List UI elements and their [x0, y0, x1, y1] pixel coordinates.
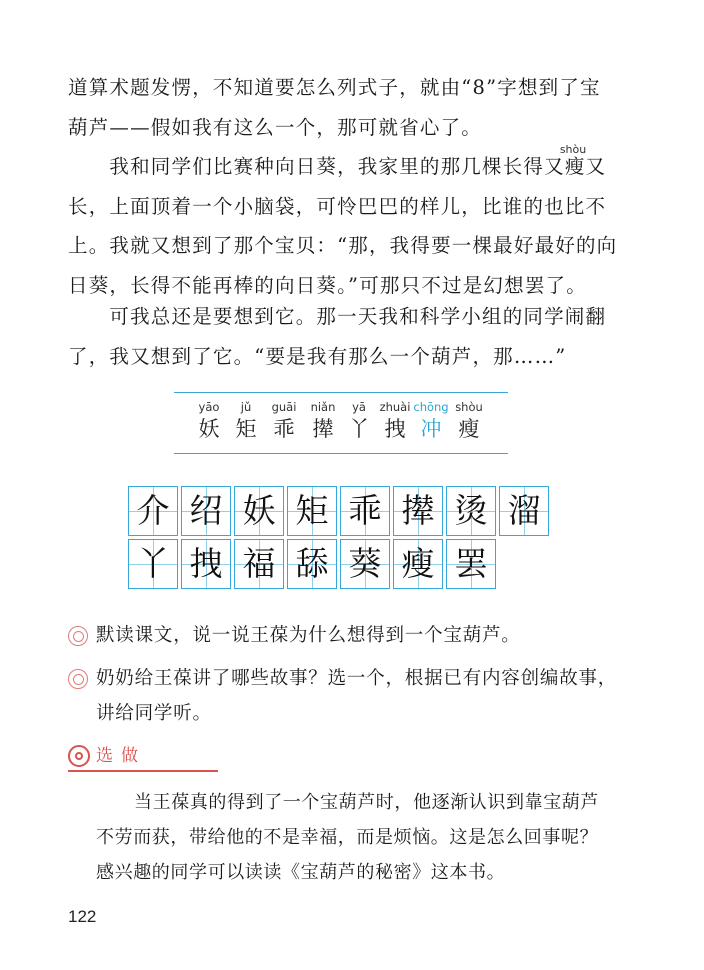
exercise-text: 默读课文，说一说王葆为什么想得到一个宝葫芦。	[96, 625, 521, 646]
grid-cell: 矩	[287, 486, 337, 536]
text-segment: 又	[585, 155, 607, 178]
vocab-char: 乖	[273, 417, 295, 441]
grid-cell: 丫	[128, 539, 178, 589]
grid-cell: 葵	[340, 539, 390, 589]
text-line	[68, 143, 628, 187]
optional-underline	[68, 770, 218, 772]
vocab-item	[231, 399, 261, 443]
text-segment: 我和同学们比赛种向日葵，我家里的那几棵长得又	[68, 155, 565, 178]
vocab-pinyin: guāi	[271, 400, 297, 414]
exercise-bullet-icon	[68, 626, 88, 646]
text-line: 上。我就又想到了那个宝贝：“那，我得要一棵最好最好的向	[68, 234, 618, 257]
vocabulary-box	[174, 392, 508, 454]
vocab-pinyin: yāo	[198, 400, 220, 414]
vocab-pinyin: niǎn	[310, 400, 336, 414]
vocab-char: 冲	[420, 417, 442, 441]
vocab-pinyin: chōng	[413, 400, 449, 414]
vocab-char: 瘦	[458, 417, 480, 441]
paragraph-1	[68, 68, 628, 147]
text-line: 长，上面顶着一个小脑袋，可怜巴巴的样儿，比谁的也比不	[68, 194, 607, 218]
grid-cell: 介	[128, 486, 178, 536]
optional-text-line: 感兴趣的同学可以读读《宝葫芦的秘密》这本书。	[96, 862, 506, 883]
page-number: 122	[68, 907, 97, 926]
exercise-2	[68, 661, 628, 733]
text-line: 日葵，长得不能再棒的向日葵。”可那只不过是幻想罢了。	[68, 273, 587, 297]
vocab-item	[269, 399, 299, 443]
exercise-bullet-icon	[68, 669, 88, 689]
vocab-char: 矩	[235, 417, 257, 441]
text-line: 可我总还是要想到它。那一天我和科学小组的同学闹翻	[68, 305, 607, 328]
grid-cell: 乖	[340, 486, 390, 536]
ruby-pinyin: shòu	[559, 143, 587, 156]
grid-cell: 绍	[181, 486, 231, 536]
grid-cell: 溜	[499, 486, 549, 536]
ruby-char: 瘦	[564, 155, 586, 178]
text-line: 道算术题发愣，不知道要怎么列式子，就由“8”字想到了宝	[68, 76, 601, 99]
vocab-pinyin: shòu	[455, 400, 483, 414]
vocab-char: 丫	[348, 417, 370, 441]
grid-cell: 舔	[287, 539, 337, 589]
ruby-word	[559, 143, 587, 187]
vocab-pinyin: jǔ	[240, 400, 252, 414]
grid-cell: 罢	[446, 539, 496, 589]
paragraph-2	[68, 143, 628, 305]
vocab-char: 撵	[312, 417, 334, 441]
grid-cell: 妖	[234, 486, 284, 536]
vocab-pinyin: yā	[352, 400, 366, 414]
vocab-item	[194, 399, 224, 443]
text-line: 了，我又想到了它。“要是我有那么一个葫芦，那……”	[68, 344, 567, 368]
vocab-char: 妖	[198, 417, 220, 441]
grid-cell: 拽	[181, 539, 231, 589]
paragraph-3	[68, 297, 628, 376]
optional-section-icon	[68, 745, 90, 767]
optional-text-line: 当王葆真的得到了一个宝葫芦时，他逐渐认识到靠宝葫芦	[134, 792, 599, 813]
grid-cell: 福	[234, 539, 284, 589]
optional-label: 选做	[96, 746, 146, 766]
text-line: 葫芦——假如我有这么一个，那可就省心了。	[68, 115, 483, 139]
vocab-item	[454, 399, 484, 443]
vocab-pinyin: zhuài	[379, 400, 411, 414]
exercise-1	[68, 618, 628, 654]
grid-cell: 烫	[446, 486, 496, 536]
optional-body	[96, 785, 636, 890]
optional-text-line: 不劳而获，带给他的不是幸福，而是烦恼。这是怎么回事呢？	[96, 827, 599, 848]
exercise-text	[96, 661, 617, 731]
vocab-char: 拽	[384, 417, 406, 441]
exercise-text-line: 奶奶给王葆讲了哪些故事？选一个，根据已有内容创编故事，	[96, 668, 618, 689]
grid-cell: 瘦	[393, 539, 443, 589]
vocab-item-highlighted	[413, 399, 449, 443]
exercise-text-line: 讲给同学听。	[96, 703, 212, 724]
grid-cell: 撵	[393, 486, 443, 536]
